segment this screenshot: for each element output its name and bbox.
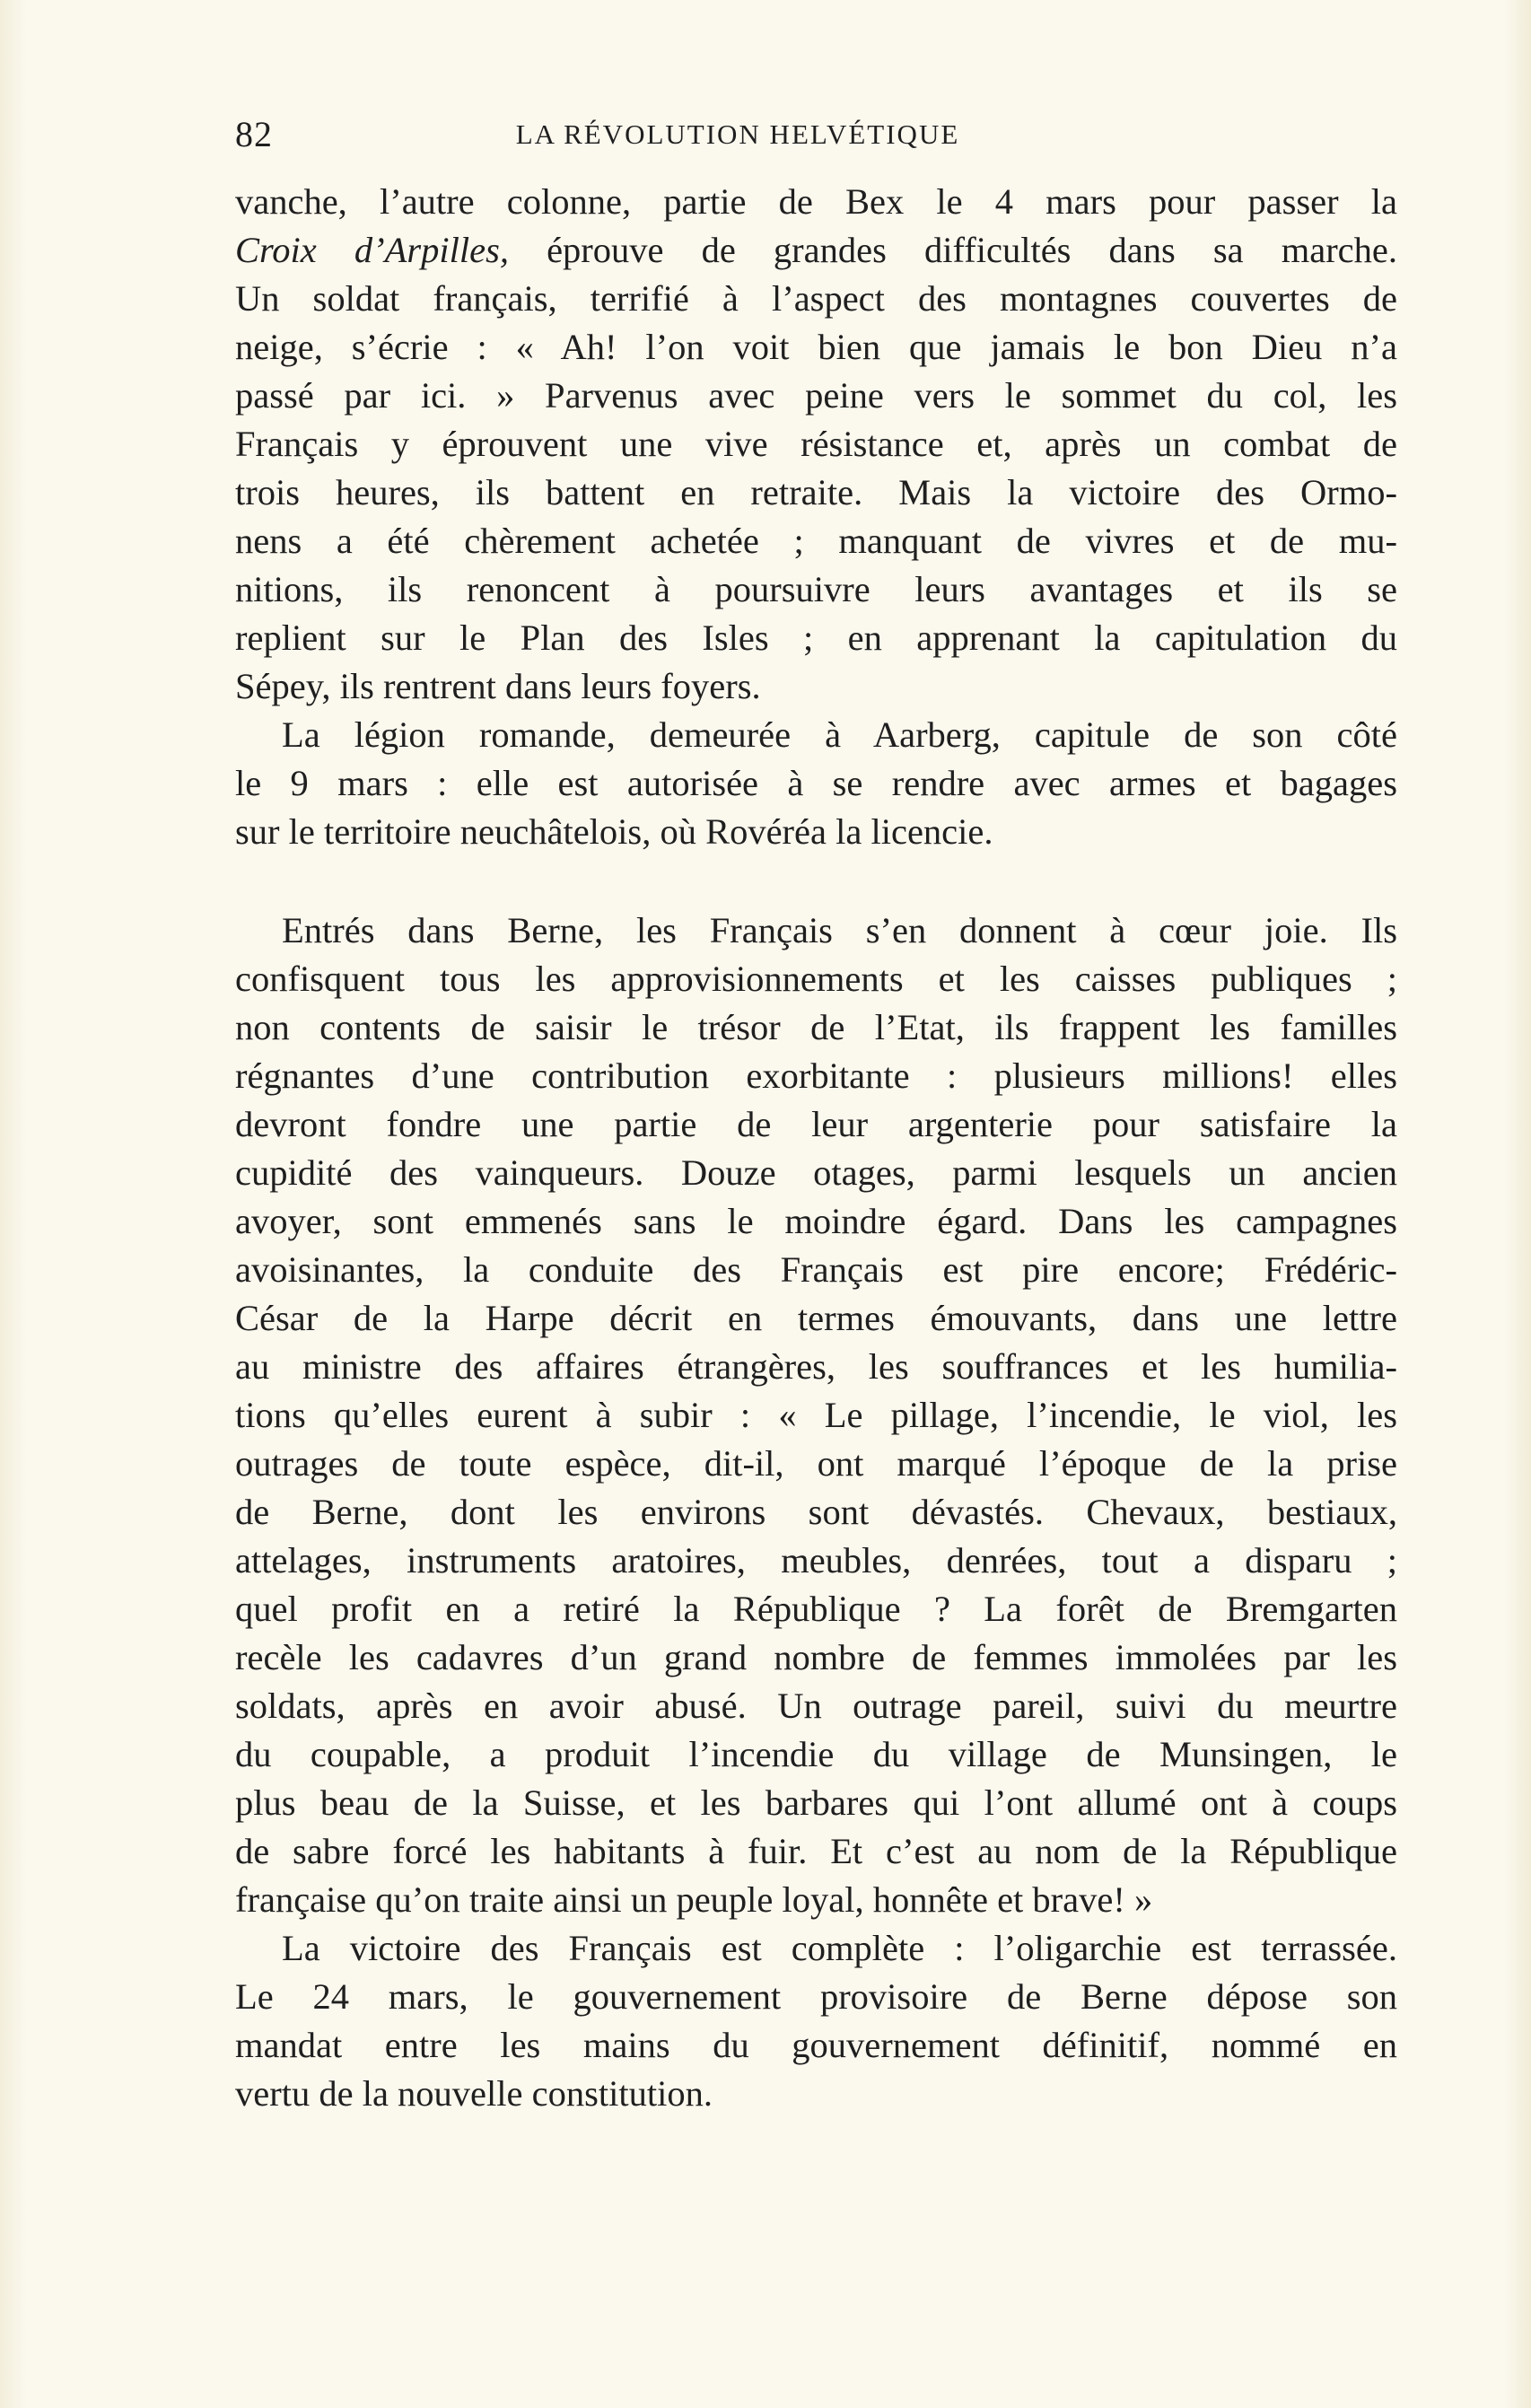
text-line: neige, s’écrie : « Ah! l’on voit bien que jamais le bon Dieu n’a — [235, 327, 1397, 367]
text-line: quel profit en a retiré la République ? La forêt de Bremgarten — [235, 1589, 1397, 1629]
page-header — [235, 113, 1240, 154]
text-line: Un soldat français, terrifié à l’aspect des montagnes couvertes de — [235, 278, 1397, 319]
paragraph-2 — [235, 711, 1397, 856]
text-line: française qu’on traite ainsi un peuple loyal, honnête et brave! » — [235, 1879, 1153, 1920]
text-line: régnantes d’une contribution exorbitante : plusieurs millions! elles — [235, 1055, 1397, 1096]
text-line: mandat entre les mains du gouvernement définitif, nommé en — [235, 2025, 1397, 2065]
text-line: avoisinantes, la conduite des Français est pire encore; Frédéric- — [235, 1249, 1397, 1290]
text-line: soldats, après en avoir abusé. Un outrage pareil, suivi du meurtre — [235, 1686, 1397, 1726]
text-line: au ministre des affaires étrangères, les souffrances et les humilia- — [235, 1346, 1397, 1387]
text-line: La victoire des Français est complète : l’oligarchie est terrassée. — [282, 1928, 1397, 1968]
text-line: confisquent tous les approvisionnements et les caisses publiques ; — [235, 959, 1397, 999]
section-break — [235, 856, 1397, 906]
page-number: 82 — [235, 114, 273, 154]
text-line: nens a été chèrement achetée ; manquant de vivres et de mu- — [235, 521, 1397, 561]
running-title: LA RÉVOLUTION HELVÉTIQUE — [515, 118, 960, 150]
text-line: vanche, l’autre colonne, partie de Bex le 4 mars pour passer la — [235, 181, 1397, 222]
paragraph-4 — [235, 1924, 1397, 2118]
text-line: de Berne, dont les environs sont dévastés. Chevaux, bestiaux, — [235, 1492, 1397, 1532]
italic-place-name: Croix d’Arpilles, — [235, 230, 509, 270]
text-line: plus beau de la Suisse, et les barbares qui l’ont allumé ont à coups — [235, 1782, 1397, 1823]
text-line: cupidité des vainqueurs. Douze otages, parmi lesquels un ancien — [235, 1152, 1397, 1193]
text-fragment: éprouve de grandes difficultés dans sa marche. — [508, 230, 1397, 270]
text-line: La légion romande, demeurée à Aarberg, capitule de son côté — [282, 714, 1397, 755]
text-line: Sépey, ils rentrent dans leurs foyers. — [235, 666, 761, 706]
text-line: Le 24 mars, le gouvernement provisoire de Berne dépose son — [235, 1976, 1397, 2017]
body-text — [235, 178, 1397, 2118]
text-line: vertu de la nouvelle constitution. — [235, 2073, 713, 2114]
text-line: du coupable, a produit l’incendie du village de Munsingen, le — [235, 1734, 1397, 1774]
text-line: Entrés dans Berne, les Français s’en donnent à cœur joie. Ils — [282, 910, 1397, 950]
text-line: attelages, instruments aratoires, meubles, denrées, tout a disparu ; — [235, 1540, 1397, 1581]
paragraph-3 — [235, 906, 1397, 1924]
text-line: non contents de saisir le trésor de l’Etat, ils frappent les familles — [235, 1007, 1397, 1047]
text-line — [235, 226, 1397, 275]
text-line: devront fondre une partie de leur argenterie pour satisfaire la — [235, 1104, 1397, 1144]
text-line: de sabre forcé les habitants à fuir. Et c’est au nom de la République — [235, 1831, 1397, 1871]
paragraph-1 — [235, 178, 1397, 711]
text-line: avoyer, sont emmenés sans le moindre égard. Dans les campagnes — [235, 1201, 1397, 1241]
text-line: outrages de toute espèce, dit-il, ont marqué l’époque de la prise — [235, 1443, 1397, 1484]
text-line: nitions, ils renoncent à poursuivre leurs avantages et ils se — [235, 569, 1397, 609]
text-line: le 9 mars : elle est autorisée à se rendre avec armes et bagages — [235, 763, 1397, 803]
text-line: tions qu’elles eurent à subir : « Le pillage, l’incendie, le viol, les — [235, 1395, 1397, 1435]
text-line: trois heures, ils battent en retraite. Mais la victoire des Ormo- — [235, 472, 1397, 512]
text-line: sur le territoire neuchâtelois, où Rovéréa la licencie. — [235, 811, 993, 852]
text-line: replient sur le Plan des Isles ; en apprenant la capitulation du — [235, 617, 1397, 658]
text-line: recèle les cadavres d’un grand nombre de femmes immolées par les — [235, 1637, 1397, 1677]
text-line: Français y éprouvent une vive résistance et, après un combat de — [235, 424, 1397, 464]
text-line: passé par ici. » Parvenus avec peine vers le sommet du col, les — [235, 375, 1397, 416]
text-line: César de la Harpe décrit en termes émouvants, dans une lettre — [235, 1298, 1397, 1338]
